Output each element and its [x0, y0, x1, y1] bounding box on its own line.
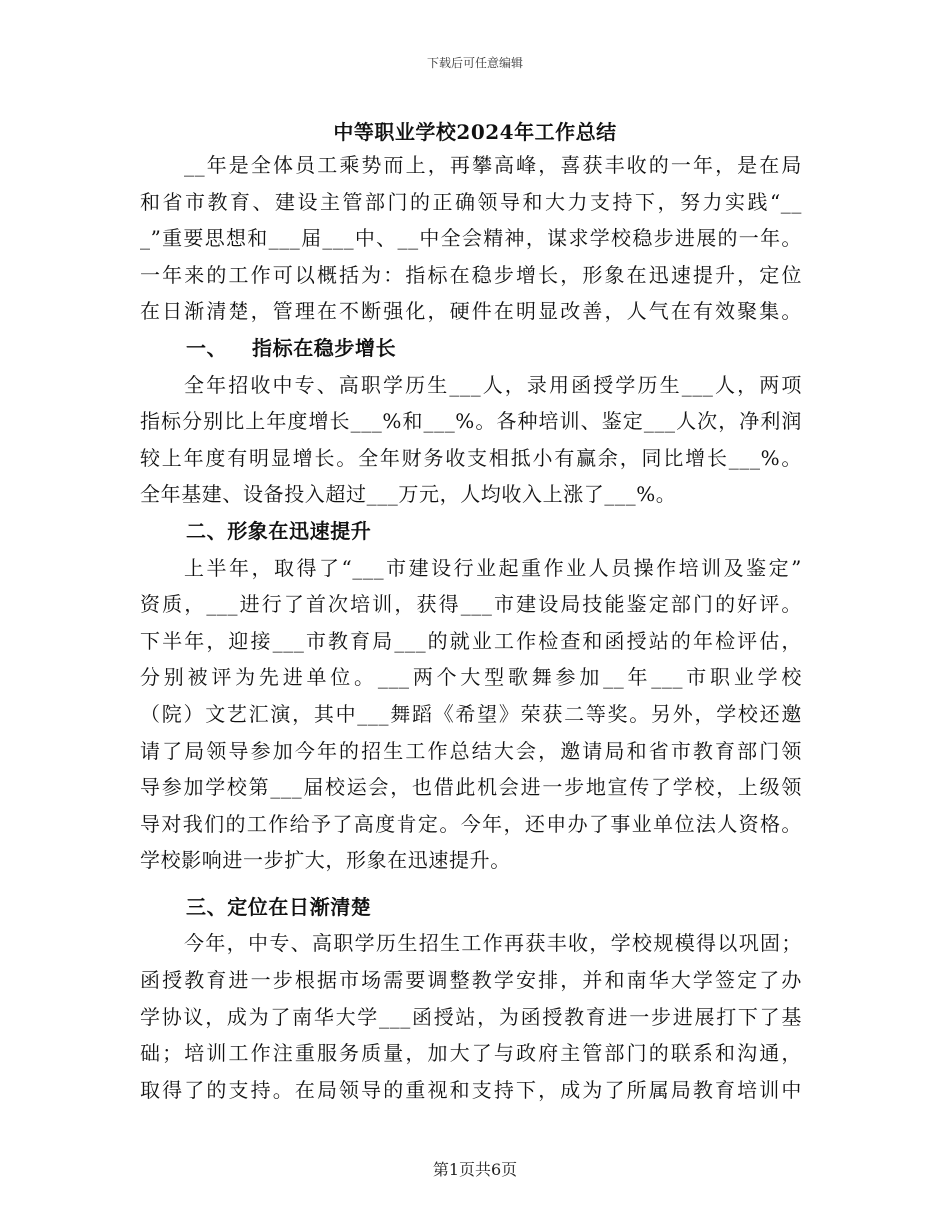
- paragraph-line: 导对我们的工作给予了高度肯定。今年，还申办了事业单位法人资格。: [140, 811, 802, 836]
- page-footer: 第1页共6页: [432, 1160, 518, 1179]
- paragraph-line: 在日渐清楚，管理在不断强化，硬件在明显改善，人气在有效聚集。: [140, 299, 802, 324]
- paragraph-line: 今年，中专、高职学历生招生工作再获丰收，学校规模得以巩固；: [184, 931, 802, 956]
- paragraph-line: 导参加学校第___届校运会，也借此机会进一步地宣传了学校，上级领: [140, 775, 802, 800]
- paragraph-line: 础；培训工作注重服务质量，加大了与政府主管部门的联系和沟通，: [140, 1041, 802, 1066]
- paragraph-line: 资质，___进行了首次培训，获得___市建设局技能鉴定部门的好评。: [140, 592, 802, 617]
- section-heading: 三、定位在日渐清楚: [186, 894, 372, 919]
- paragraph-line: 和省市教育、建设主管部门的正确领导和大力支持下，努力实践“__: [140, 189, 802, 214]
- paragraph-line: 学协议，成为了南华大学___函授站，为函授教育进一步进展打下了基: [140, 1004, 802, 1029]
- paragraph-line: __年是全体员工乘势而上，再攀高峰，喜获丰收的一年，是在局: [184, 153, 802, 177]
- paragraph-line: 分别被评为先进单位。___两个大型歌舞参加__年___市职业学校: [140, 665, 802, 690]
- document-body: [140, 147, 802, 1108]
- header-note: 下载后可任意编辑: [426, 56, 523, 70]
- document-title: 中等职业学校2024年工作总结: [333, 120, 617, 144]
- section-title: 指标在稳步增长: [252, 335, 397, 360]
- paragraph-line: 全年招收中专、高职学历生___人，录用函授学历生___人，两项: [184, 372, 802, 397]
- paragraph-line: 一年来的工作可以概括为：指标在稳步增长，形象在迅速提升，定位: [140, 262, 802, 287]
- section-spacer: [140, 879, 802, 889]
- section-heading: 二、形象在迅速提升: [186, 518, 372, 543]
- paragraph-line: 指标分别比上年度增长___%和___%。各种培训、鉴定___人次，净利润: [140, 409, 802, 434]
- paragraph-line: 学校影响进一步扩大，形象在迅速提升。: [140, 848, 511, 873]
- paragraph-line: 函授教育进一步根据市场需要调整教学安排，并和南华大学签定了办: [140, 968, 802, 993]
- paragraph-line: 全年基建、设备投入超过___万元，人均收入上涨了___%。: [140, 482, 677, 507]
- paragraph-line: 取得了的支持。在局领导的重视和支持下，成为了所属局教育培训中: [140, 1077, 802, 1102]
- section-number: 一、: [186, 335, 228, 360]
- paragraph-line: 上半年，取得了“___市建设行业起重作业人员操作培训及鉴定”: [184, 555, 802, 580]
- paragraph-line: 请了局领导参加今年的招生工作总结大会，邀请局和省市教育部门领: [140, 738, 802, 763]
- paragraph-line: 较上年度有明显增长。全年财务收支相抵小有赢余，同比增长___%。: [140, 445, 802, 470]
- paragraph-line: 下半年，迎接___市教育局___的就业工作检查和函授站的年检评估，: [140, 628, 802, 653]
- paragraph-line: _”重要思想和___届___中、__中全会精神，谋求学校稳步进展的一年。: [140, 226, 802, 251]
- section-heading: [140, 330, 802, 367]
- paragraph-line: （院）文艺汇演，其中___舞蹈《希望》荣获二等奖。另外，学校还邀: [140, 701, 802, 726]
